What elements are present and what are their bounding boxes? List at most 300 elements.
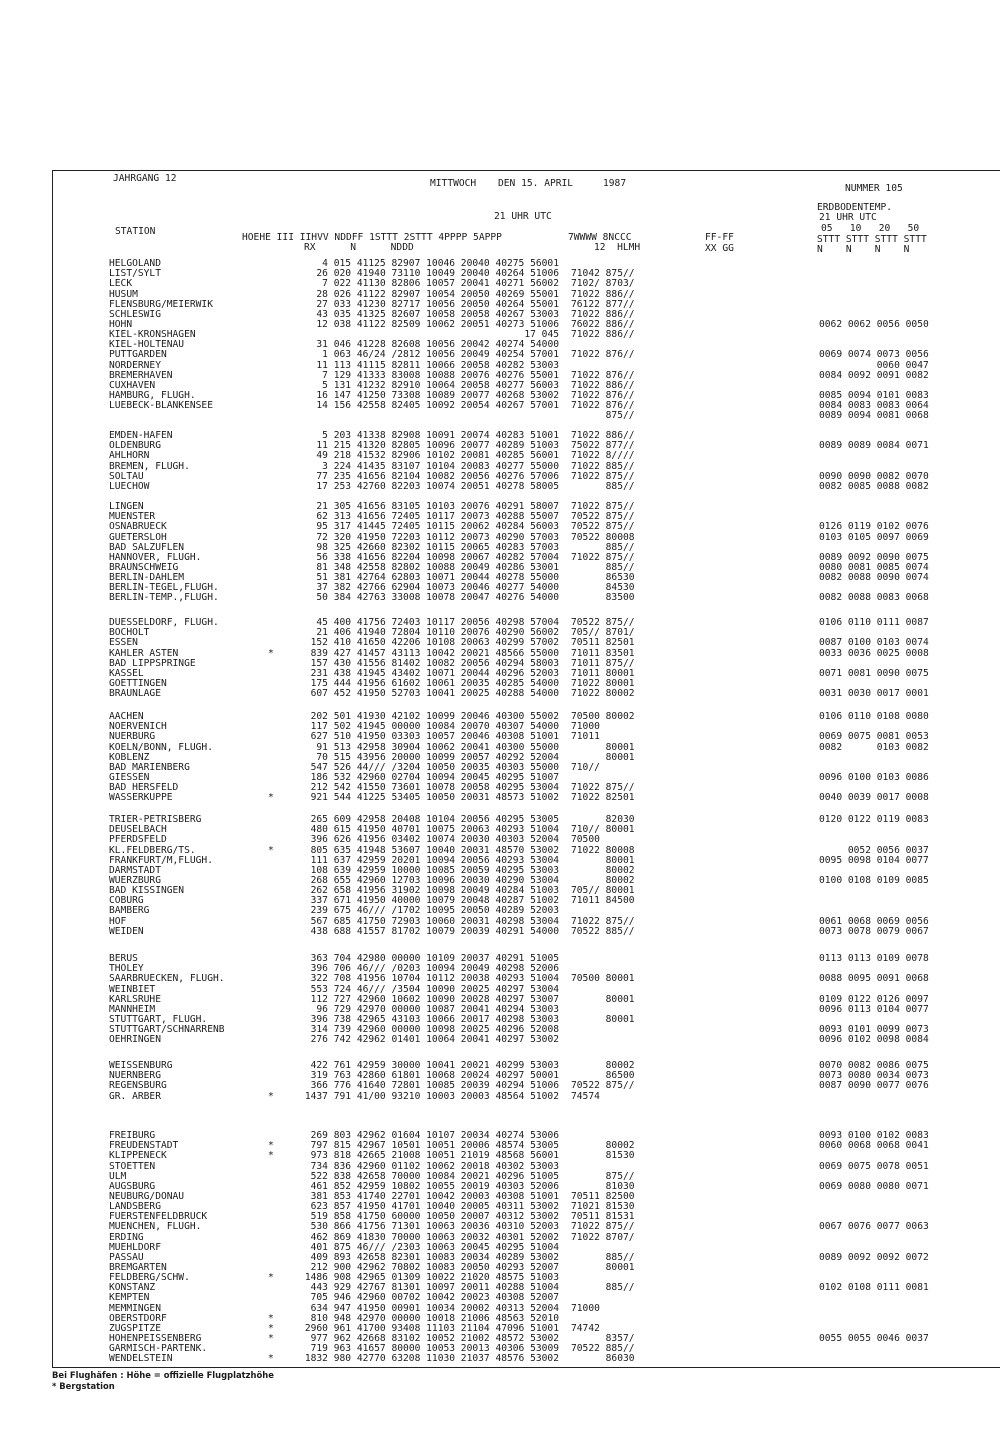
group7-values: 710// 80001 bbox=[571, 824, 635, 836]
issue-number: NUMMER 105 bbox=[845, 183, 903, 194]
synop-groups: 112 727 42960 10602 10090 20028 40297 53007 bbox=[310, 993, 559, 1005]
synop-groups: 719 963 41657 80000 10053 20013 40306 53009 bbox=[310, 1343, 559, 1355]
group7-values: 76122 877// bbox=[571, 298, 635, 310]
synop-groups: 4 015 41125 82907 10046 20040 40275 56001 bbox=[322, 258, 559, 269]
station-row bbox=[53, 482, 1000, 492]
synop-groups: 480 615 41950 40701 10075 20063 40293 51004 bbox=[310, 824, 559, 836]
station-name: GIESSEN bbox=[109, 771, 150, 783]
soil-temperature-values: 0113 0113 0109 0078 bbox=[819, 953, 929, 964]
station-name: KIEL-KRONSHAGEN bbox=[109, 329, 196, 340]
station-name: WEINBIET bbox=[109, 983, 156, 995]
station-row bbox=[53, 1092, 1000, 1102]
station-row bbox=[53, 411, 1000, 421]
synop-groups: 62 313 41656 72405 10117 20073 40288 55007 bbox=[316, 511, 559, 523]
synop-groups: 157 430 41556 81402 10082 20056 40294 58003 bbox=[310, 657, 559, 669]
synop-groups: 49 218 41532 82906 10102 20081 40285 56001 bbox=[316, 450, 559, 462]
station-name: LUECHOW bbox=[109, 480, 150, 492]
synop-groups: 91 513 42958 30904 10062 20041 40300 55000 bbox=[316, 741, 559, 753]
synop-groups: 117 502 41945 00000 10084 20070 40307 54000 bbox=[310, 721, 559, 733]
synop-groups: 1 063 46/24 /2812 10056 20049 40254 57001 bbox=[322, 349, 559, 361]
group7-values: 705// 80001 bbox=[571, 885, 635, 896]
group7-values: 71022 875// bbox=[571, 501, 635, 512]
synop-groups: 519 858 41750 60000 10050 20007 40312 53002 bbox=[310, 1211, 559, 1223]
group7-values: 80001 bbox=[571, 741, 635, 753]
synop-groups: 81 348 42558 82802 10088 20049 40286 53001 bbox=[316, 561, 559, 573]
synop-groups: 70 515 43956 20000 10099 20057 40292 52004 bbox=[316, 751, 559, 763]
station-name: GOETTINGEN bbox=[109, 677, 167, 689]
group7-values: 74574 bbox=[571, 1090, 600, 1102]
soil-temperature-values: 0087 0090 0077 0076 bbox=[819, 1080, 929, 1092]
group7-values: 885// bbox=[571, 480, 635, 492]
synop-groups: 443 929 42767 81301 10097 20011 40288 51004 bbox=[310, 1282, 559, 1294]
station-name: MUENCHEN, FLUGH. bbox=[109, 1221, 202, 1233]
soil-temperature-values: 0033 0036 0025 0008 bbox=[819, 647, 929, 659]
group7-values: 70522 80008 bbox=[571, 531, 635, 543]
group7-values: 71022 876// bbox=[571, 390, 635, 401]
station-name: KAHLER ASTEN bbox=[109, 647, 179, 659]
group7-values: 70500 80001 bbox=[571, 973, 635, 985]
station-name: HOF bbox=[109, 915, 127, 927]
synop-groups: 438 688 41557 81702 10079 20039 40291 54000 bbox=[310, 925, 559, 937]
station-name: NUERNBERG bbox=[109, 1070, 161, 1082]
station-name: REGENSBURG bbox=[109, 1080, 167, 1092]
station-name: BAMBERG bbox=[109, 905, 150, 917]
station-row bbox=[53, 1233, 1000, 1243]
group7-values: 86530 bbox=[571, 572, 635, 583]
station-name: KONSTANZ bbox=[109, 1282, 156, 1294]
synop-groups: 175 444 41956 61602 10061 20035 40285 54000 bbox=[310, 677, 559, 689]
synop-groups: 705 946 42960 00702 10042 20023 40308 52007 bbox=[310, 1292, 559, 1304]
station-row bbox=[53, 1293, 1000, 1303]
synop-groups: 212 542 41550 73601 10078 20058 40295 53004 bbox=[310, 782, 559, 793]
group7-values: 70522 875// bbox=[571, 521, 635, 533]
station-name: WASSERKUPPE bbox=[109, 792, 173, 804]
station-row bbox=[53, 985, 1000, 995]
group7-values: 86030 bbox=[571, 1353, 635, 1365]
soil-temperature-values: 0085 0094 0101 0083 bbox=[819, 390, 929, 401]
synop-groups: 634 947 41950 00901 10034 20002 40313 52004 bbox=[310, 1302, 559, 1314]
group7-values: 71022 876// bbox=[571, 349, 635, 361]
soil-temperature-values: 0093 0100 0102 0083 bbox=[819, 1130, 929, 1141]
station-row bbox=[53, 846, 1000, 856]
station-name: BREMGARTEN bbox=[109, 1262, 167, 1273]
station-name: KL.FELDBERG/TS. bbox=[109, 844, 196, 856]
group7-values: 80001 bbox=[571, 854, 635, 866]
synop-groups: 553 724 46/// /3504 10090 20025 40297 53004 bbox=[310, 983, 559, 995]
group7-values: 71022 885// bbox=[571, 460, 635, 472]
station-name: BAD HERSFELD bbox=[109, 782, 179, 793]
soil-temperature-values: 0109 0122 0126 0097 bbox=[819, 993, 929, 1005]
synop-groups: 50 384 42763 33008 10078 20047 40276 54000 bbox=[316, 592, 559, 604]
group7-values: 710// bbox=[571, 761, 600, 773]
station-name: AHLHORN bbox=[109, 450, 150, 462]
group7-values: 71022 886// bbox=[571, 430, 635, 441]
soil-temp-title: ERDBODENTEMP. bbox=[817, 202, 893, 213]
station-row bbox=[53, 361, 1000, 371]
synop-groups: 276 742 42962 01401 10064 20041 40297 53002 bbox=[310, 1034, 559, 1046]
station-name: NOERVENICH bbox=[109, 721, 167, 733]
group7-values: 8357/ bbox=[571, 1333, 635, 1344]
mountain-station-mark: * bbox=[268, 1140, 274, 1152]
soil-temperature-values: 0040 0039 0017 0008 bbox=[819, 792, 929, 804]
synop-groups: 422 761 42959 30000 10041 20021 40299 53003 bbox=[310, 1060, 559, 1071]
synop-groups: 567 685 41750 72903 10060 20031 40298 53004 bbox=[310, 915, 559, 927]
station-name: KLIPPENECK bbox=[109, 1150, 167, 1162]
group7-values: 71022 875// bbox=[571, 1221, 635, 1233]
station-name: DARMSTADT bbox=[109, 864, 161, 876]
group7-values: 71022 8//// bbox=[571, 450, 635, 462]
group7-values: 83500 bbox=[571, 592, 635, 604]
mountain-station-mark: * bbox=[268, 1322, 274, 1334]
soil-temperature-values: 0067 0076 0077 0063 bbox=[819, 1221, 929, 1233]
synop-groups: 461 852 42959 10802 10055 20019 40303 52006 bbox=[310, 1180, 559, 1192]
synop-groups: 7 022 41130 82806 10057 20041 40271 56002 bbox=[322, 278, 559, 290]
group7-values: 71022 80008 bbox=[571, 844, 635, 856]
synop-groups: 45 400 41756 72403 10117 20056 40298 57004 bbox=[316, 617, 559, 628]
station-row bbox=[53, 1354, 1000, 1364]
group7-values: 71022 8707/ bbox=[571, 1231, 635, 1243]
group7-values: 71022 82501 bbox=[571, 792, 635, 804]
soil-temperature-values: 0069 0075 0081 0053 bbox=[819, 731, 929, 743]
group7-values: 80001 bbox=[571, 1262, 635, 1273]
station-name: SAARBRUECKEN, FLUGH. bbox=[109, 973, 225, 985]
station-name: BERLIN-DAHLEM bbox=[109, 572, 185, 583]
group7-values: 80002 bbox=[571, 864, 635, 876]
group7-values: 80001 bbox=[571, 1013, 635, 1025]
station-name: MANNHEIM bbox=[109, 1003, 156, 1015]
group7-values: 875// bbox=[571, 1170, 635, 1182]
synop-groups: 363 704 42980 00000 10109 20037 40291 51005 bbox=[310, 953, 559, 964]
group7-values: 74742 bbox=[571, 1322, 600, 1334]
group7-values: 70522 885// bbox=[571, 925, 635, 937]
synop-groups: 322 708 41956 10704 10112 20038 40293 51004 bbox=[310, 973, 559, 985]
station-name: HOHN bbox=[109, 318, 133, 330]
station-name: OLDENBURG bbox=[109, 440, 161, 452]
group7-values: 70511 82501 bbox=[571, 637, 635, 649]
station-name: ESSEN bbox=[109, 637, 138, 649]
group7-values: 71000 bbox=[571, 721, 600, 733]
synop-groups: 366 776 41640 72801 10085 20039 40294 51006 bbox=[310, 1080, 559, 1092]
station-row bbox=[53, 732, 1000, 742]
synop-groups: 3 224 41435 83107 10104 20083 40277 55000 bbox=[322, 460, 559, 472]
soil-temperature-values: 0095 0098 0104 0077 bbox=[819, 854, 929, 866]
mountain-station-mark: * bbox=[268, 792, 274, 804]
mountain-station-mark: * bbox=[268, 1353, 274, 1365]
soil-temperature-values: 0102 0108 0111 0081 bbox=[819, 1282, 929, 1294]
group7-values: 71022 80002 bbox=[571, 688, 635, 699]
group7-values: 80002 bbox=[571, 874, 635, 886]
station-name: HOHENPEISSENBERG bbox=[109, 1333, 202, 1344]
group7-values: 71021 81530 bbox=[571, 1201, 635, 1212]
soil-temperature-values: 0096 0102 0098 0084 bbox=[819, 1034, 929, 1046]
station-row bbox=[53, 1035, 1000, 1045]
station-name: KARLSRUHE bbox=[109, 993, 161, 1005]
synop-groups: 43 035 41325 82607 10058 20058 40267 53003 bbox=[316, 308, 559, 320]
station-row bbox=[53, 649, 1000, 659]
soil-temperature-values: 0060 0047 bbox=[819, 359, 929, 371]
soil-temperature-values: 0103 0105 0097 0069 bbox=[819, 531, 929, 543]
station-name: PASSAU bbox=[109, 1251, 144, 1263]
synop-groups: 977 962 42668 83102 10052 21002 48572 53002 bbox=[310, 1333, 559, 1344]
group7-header-1: 7WWWW 8NCCC bbox=[568, 232, 632, 243]
code-header-1: HOEHE III IIHVV NDDFF 1STTT 2STTT 4PPPP 5APPP bbox=[242, 232, 502, 243]
soil-temperature-values: 0084 0083 0083 0064 bbox=[819, 400, 929, 412]
synop-groups: 31 046 41228 82608 10056 20042 40274 54000 bbox=[316, 339, 559, 351]
synop-groups: 152 410 41650 42206 10108 20063 40299 57002 bbox=[310, 637, 559, 649]
station-name: BERUS bbox=[109, 953, 138, 964]
station-name: HANNOVER, FLUGH. bbox=[109, 551, 202, 563]
soil-temp-units: STTT STTT STTT STTT bbox=[817, 234, 927, 245]
mountain-station-mark: * bbox=[268, 1150, 274, 1162]
synop-groups: 262 658 41956 31902 10098 20049 40284 51003 bbox=[310, 885, 559, 896]
station-name: BAD KISSINGEN bbox=[109, 885, 185, 896]
mountain-station-mark: * bbox=[268, 1272, 274, 1284]
synop-groups: 381 853 41740 22701 10042 20003 40308 51001 bbox=[310, 1190, 559, 1202]
synop-groups: 1486 908 42965 01309 10022 21020 48575 51003 bbox=[304, 1272, 559, 1284]
station-row bbox=[53, 1151, 1000, 1161]
station-name: COBURG bbox=[109, 895, 144, 907]
station-column-header: STATION bbox=[115, 226, 156, 237]
station-name: STUTTGART, FLUGH. bbox=[109, 1013, 208, 1025]
group7-values: 70522 875// bbox=[571, 1080, 635, 1092]
soil-temperature-values: 0071 0081 0090 0075 bbox=[819, 667, 929, 679]
synop-groups: 314 739 42960 00000 10098 20025 40296 52008 bbox=[310, 1024, 559, 1035]
soil-temperature-values: 0096 0100 0103 0086 bbox=[819, 771, 929, 783]
synop-groups: 26 020 41940 73110 10049 20040 40264 51006 bbox=[316, 268, 559, 280]
gust-header-1: FF-FF bbox=[705, 232, 734, 243]
group7-values: 875// bbox=[571, 410, 635, 422]
station-name: MEMMINGEN bbox=[109, 1302, 161, 1314]
station-row bbox=[53, 793, 1000, 803]
synop-groups: 16 147 41250 73308 10089 20077 40268 53002 bbox=[316, 390, 559, 401]
group7-header-2: 12 HLMH bbox=[594, 242, 641, 253]
synop-groups: 269 803 42962 01604 10107 20034 40274 53006 bbox=[310, 1130, 559, 1141]
synop-groups: 530 866 41756 71301 10063 20036 40310 52003 bbox=[310, 1221, 559, 1233]
station-name: KOBLENZ bbox=[109, 751, 150, 763]
station-name: FELDBERG/SCHW. bbox=[109, 1272, 190, 1284]
soil-temperature-values: 0084 0092 0091 0082 bbox=[819, 369, 929, 381]
station-name: GR. ARBER bbox=[109, 1090, 161, 1102]
soil-temperature-values: 0060 0068 0068 0041 bbox=[819, 1140, 929, 1152]
synop-groups: 973 818 42665 21008 10051 21019 48568 56001 bbox=[310, 1150, 559, 1162]
station-name: FREUDENSTADT bbox=[109, 1140, 179, 1152]
station-name: ZUGSPITZE bbox=[109, 1322, 161, 1334]
station-name: ERDING bbox=[109, 1231, 144, 1243]
synop-groups: 17 253 42760 82203 10074 20051 40278 58005 bbox=[316, 480, 559, 492]
station-name: AUGSBURG bbox=[109, 1180, 156, 1192]
soil-temperature-values: 0082 0085 0088 0082 bbox=[819, 480, 929, 492]
station-name: BERLIN-TEGEL,FLUGH. bbox=[109, 582, 219, 594]
group7-values: 86500 bbox=[571, 1070, 635, 1082]
synop-groups: 96 729 42970 00000 10087 20041 40294 53003 bbox=[316, 1003, 559, 1015]
mountain-station-mark: * bbox=[268, 1333, 274, 1344]
station-name: KASSEL bbox=[109, 667, 144, 679]
station-row bbox=[53, 638, 1000, 648]
station-name: FREIBURG bbox=[109, 1130, 156, 1141]
station-name: NEUBURG/DONAU bbox=[109, 1190, 185, 1202]
group7-values: 71042 875// bbox=[571, 268, 635, 280]
synop-groups: 319 763 42860 61801 10068 20024 40297 50001 bbox=[310, 1070, 559, 1082]
station-name: OEHRINGEN bbox=[109, 1034, 161, 1046]
soil-temperature-values: 0070 0082 0086 0075 bbox=[819, 1060, 929, 1071]
soil-temperature-values: 0073 0078 0079 0067 bbox=[819, 925, 929, 937]
synop-groups: 111 637 42959 20201 10094 20056 40293 53004 bbox=[310, 854, 559, 866]
group7-values: 71011 80001 bbox=[571, 667, 635, 679]
synop-groups: 98 325 42660 82302 10115 20065 40283 57003 bbox=[316, 541, 559, 553]
group7-values: 75022 877// bbox=[571, 440, 635, 452]
synop-groups: 337 671 41950 40000 10079 20048 40287 51002 bbox=[310, 895, 559, 907]
soil-temp-time: 21 UHR UTC bbox=[819, 212, 877, 223]
group7-values: 885// bbox=[571, 1282, 635, 1294]
soil-temperature-values: 0069 0080 0080 0071 bbox=[819, 1180, 929, 1192]
synop-groups: 734 836 42960 01102 10062 20018 40302 53003 bbox=[310, 1160, 559, 1172]
station-name: HAMBURG, FLUGH. bbox=[109, 390, 196, 401]
soil-temperature-values: 0082 0103 0082 bbox=[819, 741, 929, 753]
group7-values: 70522 885// bbox=[571, 1343, 635, 1355]
group7-values: 71022 80001 bbox=[571, 677, 635, 689]
station-name: CUXHAVEN bbox=[109, 379, 156, 391]
station-row bbox=[53, 279, 1000, 289]
station-name: MUEHLDORF bbox=[109, 1241, 161, 1253]
group7-values: 71022 875// bbox=[571, 915, 635, 927]
synop-groups: 623 857 41950 41701 10040 20005 40311 53002 bbox=[310, 1201, 559, 1212]
soil-temp-depths: 05 10 20 50 bbox=[821, 223, 920, 234]
station-name: NORDERNEY bbox=[109, 359, 161, 371]
synop-groups: 14 156 42558 82405 10092 20054 40267 57001 bbox=[316, 400, 559, 412]
station-name: KOELN/BONN, FLUGH. bbox=[109, 741, 213, 753]
synop-groups: 522 838 42658 70000 10084 20021 40296 51005 bbox=[310, 1170, 559, 1182]
group7-values: 885// bbox=[571, 1251, 635, 1263]
synop-groups: 5 203 41338 82908 10091 20074 40283 51001 bbox=[322, 430, 559, 441]
synop-groups: 95 317 41445 72405 10115 20062 40284 56003 bbox=[316, 521, 559, 533]
station-name: HUSUM bbox=[109, 288, 138, 300]
station-name: BREMEN, FLUGH. bbox=[109, 460, 190, 472]
station-row bbox=[53, 835, 1000, 845]
soil-temperature-values: 0089 0092 0092 0072 bbox=[819, 1251, 929, 1263]
station-row bbox=[53, 593, 1000, 603]
group7-values: 81530 bbox=[571, 1150, 635, 1162]
soil-temperature-values: 0089 0092 0090 0075 bbox=[819, 551, 929, 563]
soil-temperature-values: 0073 0080 0034 0073 bbox=[819, 1070, 929, 1082]
group7-values: 705// 8701/ bbox=[571, 627, 635, 639]
station-row bbox=[53, 1222, 1000, 1232]
station-name: MUENSTER bbox=[109, 511, 156, 523]
code-header-2: RX N NDDD bbox=[304, 242, 414, 253]
station-row bbox=[53, 743, 1000, 753]
station-name: LUEBECK-BLANKENSEE bbox=[109, 400, 213, 412]
soil-temperature-values: 0089 0089 0084 0071 bbox=[819, 440, 929, 452]
station-name: BAD LIPPSPRINGE bbox=[109, 657, 196, 669]
synop-groups: 401 875 46/// /2303 10063 20045 40295 51004 bbox=[310, 1241, 559, 1253]
group7-values: 80001 bbox=[571, 993, 635, 1005]
group7-values: 82030 bbox=[571, 814, 635, 825]
soil-temperature-values: 0055 0055 0046 0037 bbox=[819, 1333, 929, 1344]
soil-temperature-values: 0031 0030 0017 0001 bbox=[819, 688, 929, 699]
station-row bbox=[53, 522, 1000, 532]
station-name: BAD MARIENBERG bbox=[109, 761, 190, 773]
station-name: DUESSELDORF, FLUGH. bbox=[109, 617, 219, 628]
synop-groups: 21 305 41656 83105 10103 20076 40291 58007 bbox=[316, 501, 559, 512]
synop-groups: 56 338 41656 82204 10098 20067 40282 57004 bbox=[316, 551, 559, 563]
station-name: WENDELSTEIN bbox=[109, 1353, 173, 1365]
group7-values: 70511 81531 bbox=[571, 1211, 635, 1223]
group7-values: 71022 875// bbox=[571, 551, 635, 563]
station-row bbox=[53, 462, 1000, 472]
soil-temperature-values: 0106 0110 0108 0080 bbox=[819, 711, 929, 722]
synop-groups: 810 948 42970 00000 10018 21006 48563 52010 bbox=[310, 1312, 559, 1324]
station-name: KIEL-HOLTENAU bbox=[109, 339, 185, 351]
soil-temperature-values: 0061 0068 0069 0056 bbox=[819, 915, 929, 927]
synop-groups: 805 635 41948 53607 10040 20031 48570 53002 bbox=[310, 844, 559, 856]
synop-groups: 839 427 41457 43113 10042 20021 48566 55000 bbox=[310, 647, 559, 659]
synop-groups: 186 532 42960 02704 10094 20045 40295 51007 bbox=[310, 771, 559, 783]
synop-groups: 11 215 41320 82805 10096 20077 40289 51003 bbox=[316, 440, 559, 452]
weather-report-sheet bbox=[52, 170, 1000, 1368]
station-row bbox=[53, 1162, 1000, 1172]
station-name: THOLEY bbox=[109, 963, 144, 975]
group7-values: 71011 84500 bbox=[571, 895, 635, 907]
synop-groups: 409 893 42658 82301 10083 20034 40289 53002 bbox=[310, 1251, 559, 1263]
soil-temperature-values: 0093 0101 0099 0073 bbox=[819, 1024, 929, 1035]
station-name: HELGOLAND bbox=[109, 258, 161, 269]
soil-temperature-values: 0082 0088 0090 0074 bbox=[819, 572, 929, 583]
group7-values: 71011 875// bbox=[571, 657, 635, 669]
soil-temperature-values: 0080 0081 0085 0074 bbox=[819, 561, 929, 573]
soil-temperature-values: 0082 0088 0083 0068 bbox=[819, 592, 929, 604]
group7-values: 80002 bbox=[571, 1060, 635, 1071]
station-row bbox=[53, 533, 1000, 543]
synop-groups: 21 406 41940 72804 10110 20076 40290 56002 bbox=[316, 627, 559, 639]
synop-groups: 268 655 42960 12703 10096 20030 40290 53004 bbox=[310, 874, 559, 886]
group7-values: 71022 875// bbox=[571, 470, 635, 482]
group7-values: 71011 bbox=[571, 731, 600, 743]
station-row bbox=[53, 1081, 1000, 1091]
mountain-station-mark: * bbox=[268, 1312, 274, 1324]
soil-temperature-values: 0090 0090 0082 0070 bbox=[819, 470, 929, 482]
soil-temperature-values: 0069 0074 0073 0056 bbox=[819, 349, 929, 361]
station-row bbox=[53, 350, 1000, 360]
group7-values: 80002 bbox=[571, 1140, 635, 1152]
group7-values: 70500 80002 bbox=[571, 711, 635, 722]
soil-temperature-values: 0052 0056 0037 bbox=[819, 844, 929, 856]
synop-groups: 17 045 bbox=[524, 329, 559, 340]
station-row bbox=[53, 451, 1000, 461]
synop-groups: 547 526 44/// /3204 10050 20035 40303 55000 bbox=[310, 761, 559, 773]
synop-groups: 231 438 41945 43402 10071 20044 40296 52003 bbox=[310, 667, 559, 679]
station-name: LIST/SYLT bbox=[109, 268, 161, 280]
synop-groups: 239 675 46/// /1702 10095 20050 40289 52003 bbox=[310, 905, 559, 917]
station-row bbox=[53, 906, 1000, 916]
report-year: 1987 bbox=[603, 178, 627, 189]
group7-values: 70511 82500 bbox=[571, 1190, 635, 1202]
station-name: DEUSELBACH bbox=[109, 824, 167, 836]
station-name: GARMISCH-PARTENK. bbox=[109, 1343, 208, 1355]
synop-groups: 1437 791 41/00 93210 10003 20003 48564 51002 bbox=[304, 1090, 559, 1102]
soil-temperature-values: 0069 0075 0078 0051 bbox=[819, 1160, 929, 1172]
synop-groups: 28 026 41122 82907 10054 20050 40269 55001 bbox=[316, 288, 559, 300]
station-name: NUERBURG bbox=[109, 731, 156, 743]
group7-values: 71022 875// bbox=[571, 782, 635, 793]
synop-groups: 607 452 41950 52703 10041 20025 40288 54000 bbox=[310, 688, 559, 699]
station-name: PFERDSFELD bbox=[109, 834, 167, 846]
synop-groups: 72 320 41950 72203 10112 20073 40290 57003 bbox=[316, 531, 559, 543]
station-name: STOETTEN bbox=[109, 1160, 156, 1172]
synop-groups: 2960 961 41700 93408 11103 21104 47096 51001 bbox=[304, 1322, 559, 1334]
station-name: KEMPTEN bbox=[109, 1292, 150, 1304]
synop-groups: 37 382 42766 62904 10073 20046 40277 54000 bbox=[316, 582, 559, 594]
synop-groups: 797 815 42967 10501 10051 20006 48574 53005 bbox=[310, 1140, 559, 1152]
station-row bbox=[53, 689, 1000, 699]
